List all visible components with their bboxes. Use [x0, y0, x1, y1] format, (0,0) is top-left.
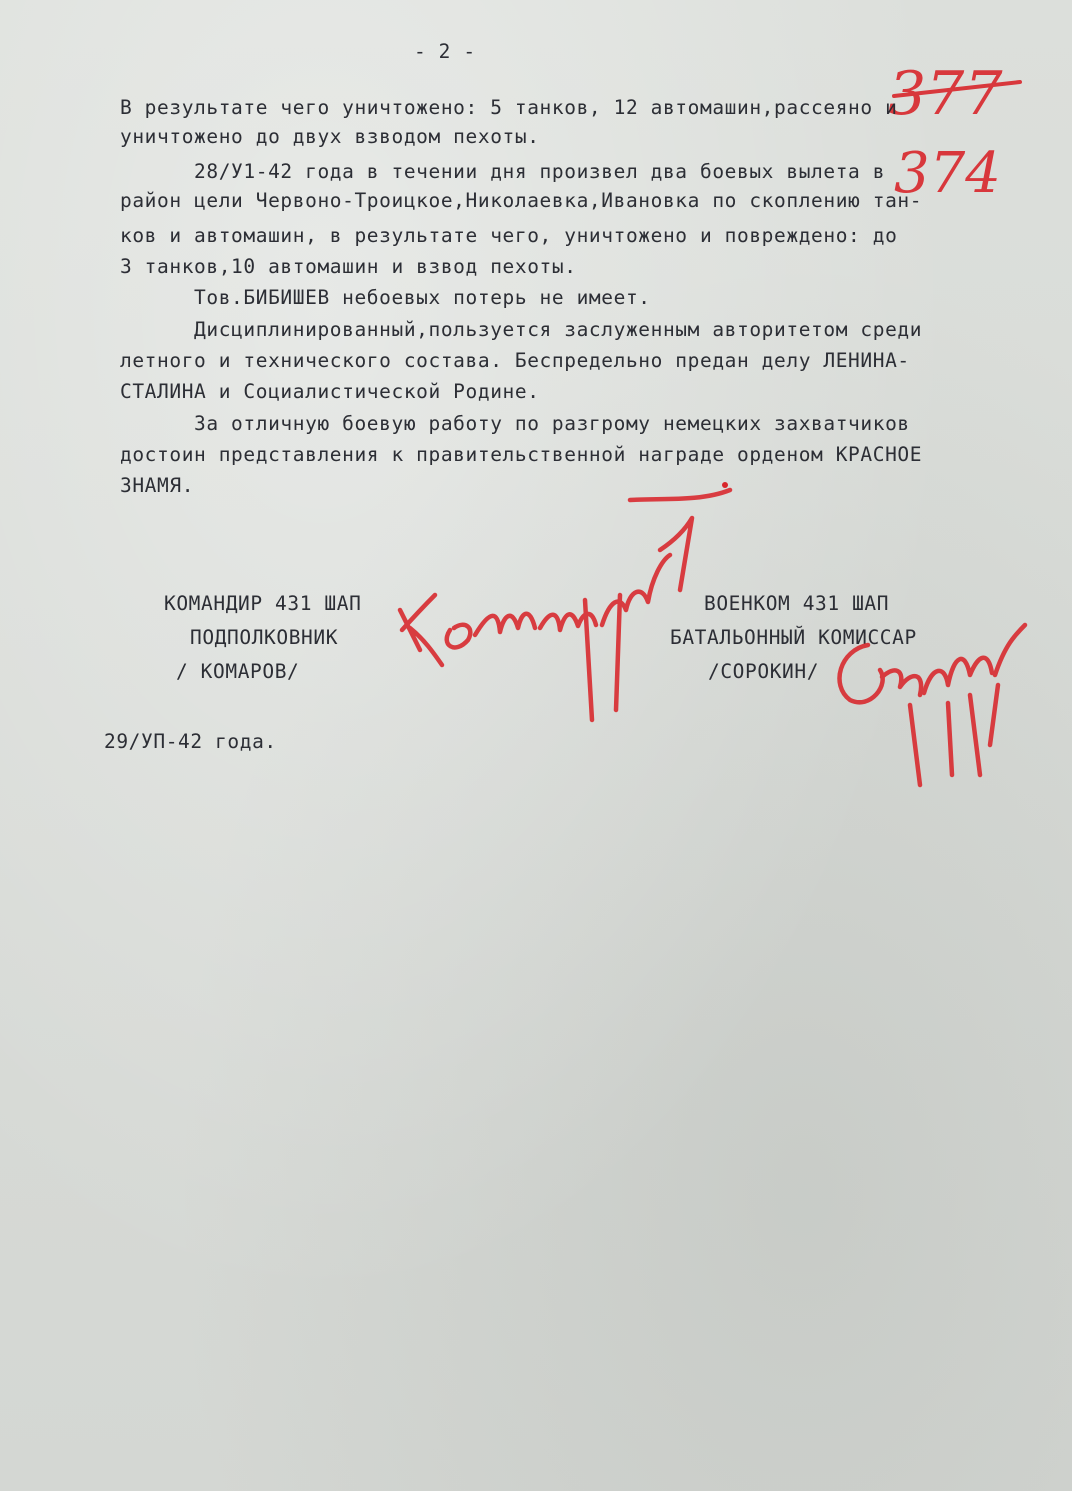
commissar-name: /СОРОКИН/ — [708, 660, 820, 683]
body-line: Дисциплинированный,пользуется заслуженным авторитетом среди — [120, 318, 923, 341]
page-number: - 2 - — [414, 40, 476, 63]
commissar-rank: БАТАЛЬОННЫЙ КОМИССАР — [670, 626, 917, 649]
body-line: За отличную боевую работу по разгрому немецких захватчиков — [120, 412, 910, 435]
commander-title: КОМАНДИР 431 ШАП — [164, 592, 362, 615]
commissar-title: ВОЕНКОМ 431 ШАП — [704, 592, 890, 615]
body-line: ЗНАМЯ. — [120, 474, 195, 497]
archive-number-second: 374 — [894, 141, 1001, 206]
commander-name: / КОМАРОВ/ — [176, 660, 300, 683]
komarov-handwritten-signature — [380, 460, 740, 740]
body-line: В результате чего уничтожено: 5 танков, 12 автомашин,рассеяно и — [120, 96, 898, 119]
archive-number-marks — [880, 52, 1030, 212]
commander-rank: ПОДПОЛКОВНИК — [190, 626, 339, 649]
body-line: 3 танков,10 автомашин и взвод пехоты. — [120, 255, 577, 278]
body-line: 28/У1-42 года в течении дня произвел два боевых вылета в — [120, 160, 886, 183]
body-line: ков и автомашин, в результате чего, уничтожено и повреждено: до — [120, 224, 898, 247]
body-line: достоин представления к правительственной награде орденом КРАСНОЕ — [120, 443, 923, 466]
archive-number-first: 377 — [888, 59, 1003, 129]
body-line: летного и технического состава. Беспредельно предан делу ЛЕНИНА- — [120, 349, 910, 372]
body-line: Тов.БИБИШЕВ небоевых потерь не имеет. — [120, 286, 651, 309]
body-line: район цели Червоно-Троицкое,Николаевка,Ивановка по скоплению тан- — [120, 189, 923, 212]
document-date: 29/УП-42 года. — [104, 730, 277, 753]
body-line: СТАЛИНА и Социалистической Родине. — [120, 380, 540, 403]
sorokin-handwritten-signature — [820, 615, 1040, 795]
body-line: уничтожено до двух взводом пехоты. — [120, 125, 540, 148]
